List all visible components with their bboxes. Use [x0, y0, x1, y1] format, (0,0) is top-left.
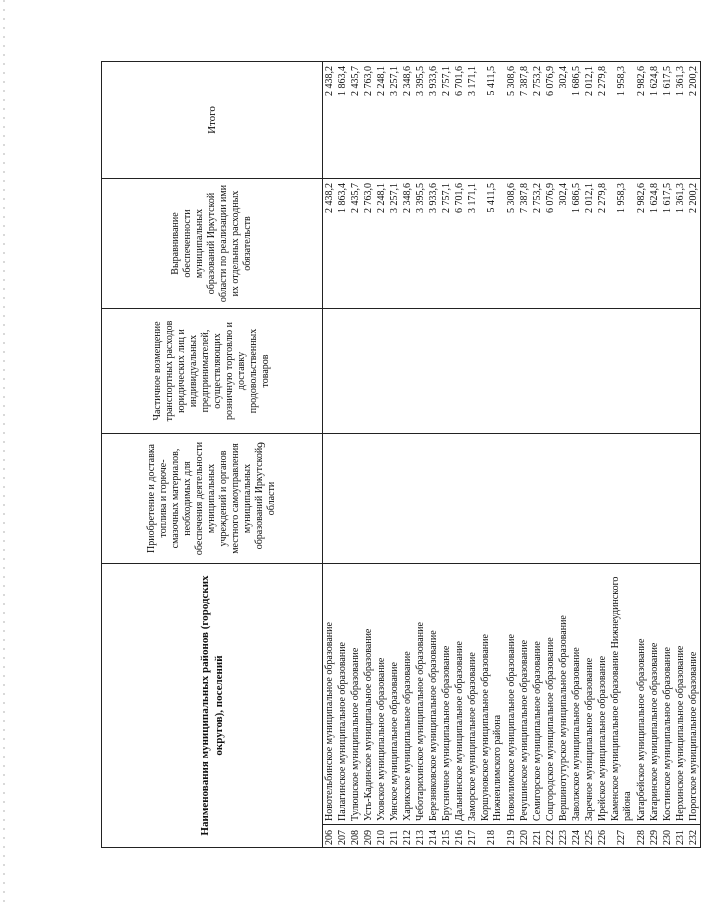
row-name: Нерхинское муниципальное образование [674, 564, 687, 825]
row-fuel-value [336, 434, 349, 564]
row-total-value: 302,4 [557, 62, 570, 179]
row-name: Катарбейское муниципальное образование [635, 564, 648, 825]
row-total-value: 2 248,1 [375, 62, 388, 179]
row-alignment-value: 6 701,6 [453, 179, 466, 309]
row-alignment-value: 1 863,4 [336, 179, 349, 309]
row-transport-value [518, 309, 531, 434]
row-name: Ирейское муниципальное образование [596, 564, 609, 825]
row-number: 224 [570, 825, 583, 848]
table-row [349, 62, 362, 848]
table-row [505, 62, 518, 848]
table-row [375, 62, 388, 848]
row-alignment-value: 1 361,3 [674, 179, 687, 309]
row-alignment-value: 2 248,1 [375, 179, 388, 309]
row-transport-value [427, 309, 440, 434]
row-total-value: 2 982,6 [635, 62, 648, 179]
row-name: Речушинское муниципальное образование [518, 564, 531, 825]
row-fuel-value [648, 434, 661, 564]
table-row [687, 62, 701, 848]
row-fuel-value [544, 434, 557, 564]
row-alignment-value: 5 308,6 [505, 179, 518, 309]
row-name: Заморское муниципальное образование [466, 564, 479, 825]
row-number: 211 [388, 825, 401, 848]
row-name: Каменское муниципальное образование Нижнеудинского района [609, 564, 635, 825]
row-transport-value [453, 309, 466, 434]
row-alignment-value: 6 076,9 [544, 179, 557, 309]
row-number: 214 [427, 825, 440, 848]
header-row [102, 62, 323, 848]
row-total-value: 2 763,0 [362, 62, 375, 179]
row-transport-value [596, 309, 609, 434]
row-total-value: 2 348,6 [401, 62, 414, 179]
row-alignment-value: 2 279,8 [596, 179, 609, 309]
row-name: Чеботарихинское муниципальное образование [414, 564, 427, 825]
row-alignment-value: 2 435,7 [349, 179, 362, 309]
row-name: Уховское муниципальное образование [375, 564, 388, 825]
table-row [557, 62, 570, 848]
page-number: 9 [254, 442, 268, 448]
row-transport-value [349, 309, 362, 434]
row-total-value: 1 686,5 [570, 62, 583, 179]
rotated-table-container [101, 62, 699, 848]
row-name: Семигорское муниципальное образование [531, 564, 544, 825]
row-total-value: 2 757,1 [440, 62, 453, 179]
row-fuel-value [440, 434, 453, 564]
row-total-value: 7 387,8 [518, 62, 531, 179]
table-row [336, 62, 349, 848]
table-row [479, 62, 505, 848]
row-number: 209 [362, 825, 375, 848]
row-name: Березняковское муниципальное образование [427, 564, 440, 825]
row-transport-value [388, 309, 401, 434]
row-transport-value [323, 309, 337, 434]
row-alignment-value: 2 757,1 [440, 179, 453, 309]
row-number: 218 [479, 825, 505, 848]
row-fuel-value [557, 434, 570, 564]
table-row [466, 62, 479, 848]
scan-edge-dots [3, 0, 5, 905]
row-total-value: 2 438,2 [323, 62, 337, 179]
row-fuel-value [323, 434, 337, 564]
table-row [544, 62, 557, 848]
row-transport-value [648, 309, 661, 434]
row-fuel-value [531, 434, 544, 564]
row-number: 219 [505, 825, 518, 848]
row-transport-value [505, 309, 518, 434]
row-fuel-value [414, 434, 427, 564]
row-transport-value [531, 309, 544, 434]
row-alignment-value: 1 686,5 [570, 179, 583, 309]
row-fuel-value [674, 434, 687, 564]
row-alignment-value: 2 753,2 [531, 179, 544, 309]
row-transport-value [544, 309, 557, 434]
row-total-value: 2 200,2 [687, 62, 701, 179]
header-transport: Частичное возмещение транспортных расходов юридических лиц и индивидуальных предпринимателей, осуществляющих розничную торговлю и доставку продовольственных товаров [102, 309, 323, 434]
row-fuel-value [388, 434, 401, 564]
row-total-value: 5 308,6 [505, 62, 518, 179]
row-number: 229 [648, 825, 661, 848]
table-body [323, 62, 701, 848]
row-fuel-value [596, 434, 609, 564]
row-total-value: 1 958,3 [609, 62, 635, 179]
row-number: 221 [531, 825, 544, 848]
header-name: Наименования муниципальных районов (городских округов), поселений [102, 564, 323, 848]
row-fuel-value [479, 434, 505, 564]
row-transport-value [583, 309, 596, 434]
table-row [531, 62, 544, 848]
row-name: Брусничное муниципальное образование [440, 564, 453, 825]
row-fuel-value [427, 434, 440, 564]
table-row [518, 62, 531, 848]
row-alignment-value: 3 171,1 [466, 179, 479, 309]
table-row [570, 62, 583, 848]
row-fuel-value [362, 434, 375, 564]
table-row [388, 62, 401, 848]
table-row [362, 62, 375, 848]
row-transport-value [336, 309, 349, 434]
row-transport-value [674, 309, 687, 434]
row-transport-value [635, 309, 648, 434]
row-transport-value [362, 309, 375, 434]
row-name: Заречное муниципальное образование [583, 564, 596, 825]
table-row [440, 62, 453, 848]
row-alignment-value: 1 617,5 [661, 179, 674, 309]
row-alignment-value: 2 200,2 [687, 179, 701, 309]
row-fuel-value [609, 434, 635, 564]
row-number: 230 [661, 825, 674, 848]
row-total-value: 1 617,5 [661, 62, 674, 179]
table-row [583, 62, 596, 848]
row-transport-value [414, 309, 427, 434]
row-total-value: 3 395,5 [414, 62, 427, 179]
row-fuel-value [466, 434, 479, 564]
row-name: Дальнинское муниципальное образование [453, 564, 466, 825]
row-name: Костинское муниципальное образование [661, 564, 674, 825]
row-fuel-value [661, 434, 674, 564]
row-total-value: 6 076,9 [544, 62, 557, 179]
row-number: 225 [583, 825, 596, 848]
row-transport-value [375, 309, 388, 434]
row-number: 232 [687, 825, 701, 848]
row-name: Заволжское муниципальное образование [570, 564, 583, 825]
table-row [414, 62, 427, 848]
row-fuel-value [583, 434, 596, 564]
header-alignment: Выравнивание обеспеченности муниципальных образований Иркутской области по реализации ими их отдельных расходных обязательств [102, 179, 323, 309]
row-total-value: 6 701,6 [453, 62, 466, 179]
row-alignment-value: 7 387,8 [518, 179, 531, 309]
row-name: Усть-Кадинское муниципальное образование [362, 564, 375, 825]
row-number: 208 [349, 825, 362, 848]
row-alignment-value: 2 763,0 [362, 179, 375, 309]
row-number: 220 [518, 825, 531, 848]
row-total-value: 2 435,7 [349, 62, 362, 179]
table-row [453, 62, 466, 848]
header-total: Итого [102, 62, 323, 179]
row-number: 212 [401, 825, 414, 848]
table-row [635, 62, 648, 848]
row-total-value: 2 753,2 [531, 62, 544, 179]
row-number: 216 [453, 825, 466, 848]
row-total-value: 2 279,8 [596, 62, 609, 179]
row-transport-value [557, 309, 570, 434]
row-name: Новоилимское муниципальное образование [505, 564, 518, 825]
row-fuel-value [375, 434, 388, 564]
row-alignment-value: 1 958,3 [609, 179, 635, 309]
row-transport-value [609, 309, 635, 434]
row-transport-value [570, 309, 583, 434]
row-name: Вершинотутурское муниципальное образование [557, 564, 570, 825]
table-row [323, 62, 337, 848]
row-number: 215 [440, 825, 453, 848]
row-name: Катаринское муниципальное образование [648, 564, 661, 825]
row-transport-value [466, 309, 479, 434]
row-transport-value [479, 309, 505, 434]
row-alignment-value: 3 933,6 [427, 179, 440, 309]
table-row [401, 62, 414, 848]
row-total-value: 3 257,1 [388, 62, 401, 179]
row-number: 213 [414, 825, 427, 848]
table-row [674, 62, 687, 848]
row-total-value: 1 863,4 [336, 62, 349, 179]
row-number: 226 [596, 825, 609, 848]
row-total-value: 3 171,1 [466, 62, 479, 179]
row-total-value: 1 361,3 [674, 62, 687, 179]
table-row [427, 62, 440, 848]
row-name: Коршуновское муниципальное образование Нижнеилимского района [479, 564, 505, 825]
row-number: 228 [635, 825, 648, 848]
row-fuel-value [635, 434, 648, 564]
row-number: 231 [674, 825, 687, 848]
row-alignment-value: 302,4 [557, 179, 570, 309]
row-total-value: 1 624,8 [648, 62, 661, 179]
row-fuel-value [687, 434, 701, 564]
row-alignment-value: 5 411,5 [479, 179, 505, 309]
row-fuel-value [349, 434, 362, 564]
row-name: Палагинское муниципальное образование [336, 564, 349, 825]
header-fuel: Приобретение и доставка топлива и горюче-смазочных материалов, необходимых для обеспечения деятельности муниципальных учреждений и органов местного самоуправления муниципальных образований Иркутской области [102, 434, 323, 564]
row-number: 217 [466, 825, 479, 848]
row-transport-value [401, 309, 414, 434]
row-fuel-value [505, 434, 518, 564]
row-number: 210 [375, 825, 388, 848]
row-alignment-value: 3 395,5 [414, 179, 427, 309]
row-name: Соцгородское муниципальное образование [544, 564, 557, 825]
row-total-value: 3 933,6 [427, 62, 440, 179]
row-alignment-value: 2 348,6 [401, 179, 414, 309]
table-row [609, 62, 635, 848]
row-number: 206 [323, 825, 337, 848]
table-row [661, 62, 674, 848]
row-name: Новотельбинское муниципальное образование [323, 564, 337, 825]
row-alignment-value: 1 624,8 [648, 179, 661, 309]
row-alignment-value: 2 438,2 [323, 179, 337, 309]
row-transport-value [687, 309, 701, 434]
row-number: 223 [557, 825, 570, 848]
table-row [648, 62, 661, 848]
row-name: Харикское муниципальное образование [401, 564, 414, 825]
row-total-value: 2 012,1 [583, 62, 596, 179]
row-fuel-value [518, 434, 531, 564]
row-number: 227 [609, 825, 635, 848]
row-alignment-value: 3 257,1 [388, 179, 401, 309]
row-total-value: 5 411,5 [479, 62, 505, 179]
row-transport-value [440, 309, 453, 434]
table-row [596, 62, 609, 848]
row-fuel-value [570, 434, 583, 564]
row-fuel-value [401, 434, 414, 564]
row-name: Тулюшское муниципальное образование [349, 564, 362, 825]
row-fuel-value [453, 434, 466, 564]
row-name: Уянское муниципальное образование [388, 564, 401, 825]
budget-table [101, 61, 701, 848]
row-name: Порогское муниципальное образование [687, 564, 701, 825]
row-number: 207 [336, 825, 349, 848]
row-alignment-value: 2 012,1 [583, 179, 596, 309]
row-alignment-value: 2 982,6 [635, 179, 648, 309]
row-transport-value [661, 309, 674, 434]
row-number: 222 [544, 825, 557, 848]
